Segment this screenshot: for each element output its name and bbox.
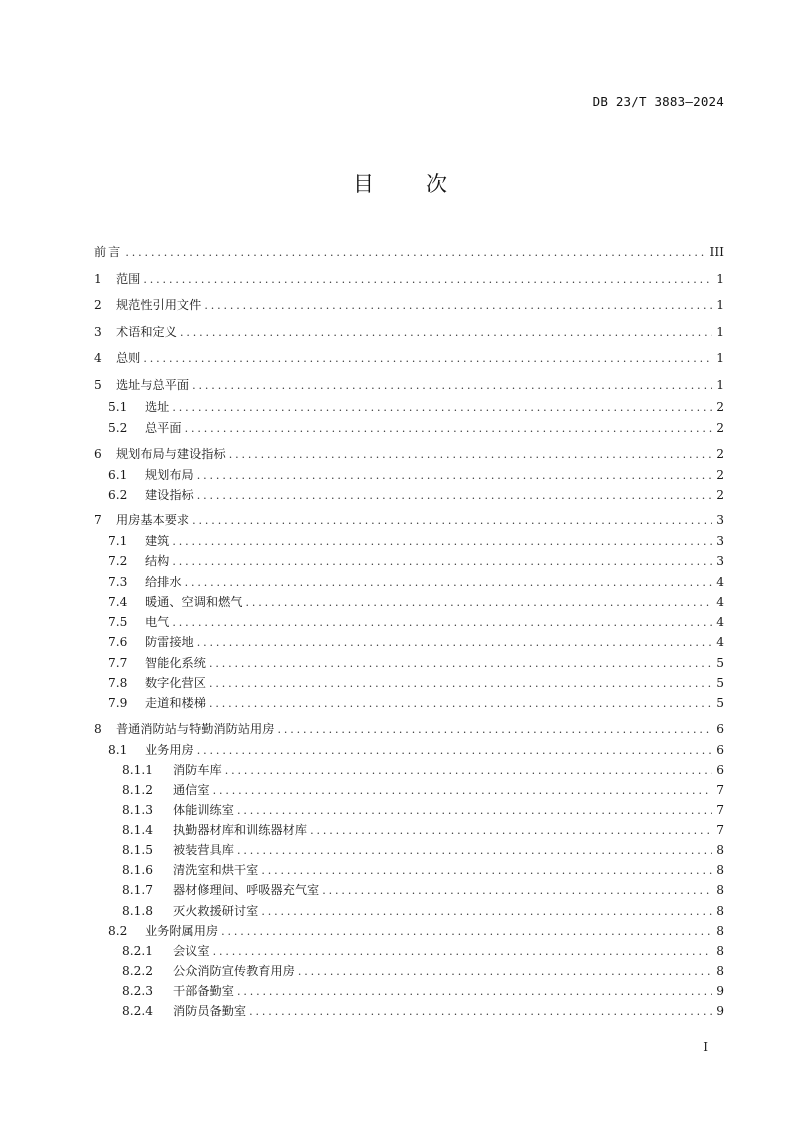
toc-entry[interactable] (108, 675, 724, 691)
toc-entry[interactable] (94, 271, 724, 287)
toc-entry-page: 3 (716, 513, 724, 527)
dot-leader (192, 378, 712, 394)
dot-leader (261, 904, 712, 920)
dot-leader (310, 823, 712, 839)
toc-entry-number: 7.1 (108, 534, 128, 548)
toc-entry-number: 8.1.7 (122, 883, 154, 897)
toc-entry-number: 8.1.5 (122, 843, 154, 857)
dot-leader (298, 964, 712, 980)
toc-entry-number: 4 (94, 351, 102, 365)
toc-entry-number: 8.2.1 (122, 944, 154, 958)
toc-entry-label: 通信室 (173, 783, 210, 797)
toc-entry-number: 8.2.3 (122, 984, 154, 998)
toc-entry-number: 3 (94, 325, 102, 339)
toc-entry-number: 8.1.4 (122, 823, 154, 837)
toc-entry-page: 8 (716, 924, 724, 938)
toc-entry-label: 总平面 (145, 421, 182, 435)
toc-entry[interactable] (94, 297, 724, 313)
dot-leader (261, 863, 712, 879)
toc-entry-number: 2 (94, 298, 102, 312)
toc-entry-label: 防雷接地 (145, 635, 194, 649)
toc-entry-label: 消防员备勤室 (173, 1004, 247, 1018)
toc-entry-page: 2 (716, 468, 724, 482)
toc-entry-label: 执勤器材库和训练器材库 (173, 823, 308, 837)
toc-entry-label: 业务用房 (145, 743, 194, 757)
toc-entry-label: 智能化系统 (145, 656, 206, 670)
toc-entry[interactable] (108, 487, 724, 503)
toc-entry[interactable] (108, 614, 724, 630)
toc-entry-page: 4 (716, 575, 724, 589)
toc-entry-label: 器材修理间、呼吸器充气室 (173, 883, 320, 897)
toc-entry-number: 7.7 (108, 656, 128, 670)
toc-entry-number: 8.1.1 (122, 763, 154, 777)
dot-leader (209, 656, 712, 672)
toc-entry[interactable] (122, 1003, 724, 1019)
toc-entry[interactable] (122, 822, 724, 838)
toc-entry[interactable] (122, 862, 724, 878)
toc-entry-page: 8 (716, 843, 724, 857)
toc-entry-page: 8 (716, 944, 724, 958)
dot-leader (172, 534, 712, 550)
toc-entry-page: 7 (716, 803, 724, 817)
toc-entry-number: 7.8 (108, 676, 128, 690)
dot-leader (197, 468, 712, 484)
toc-entry-number: 7.5 (108, 615, 128, 629)
toc-entry[interactable] (122, 762, 724, 778)
toc-entry-label: 选址与总平面 (116, 378, 190, 392)
toc-entry[interactable] (108, 553, 724, 569)
toc-entry-number: 7.3 (108, 575, 128, 589)
page-title (0, 168, 800, 198)
dot-leader (197, 743, 712, 759)
toc-entry-page: 1 (716, 298, 724, 312)
toc-entry-label: 选址 (145, 400, 170, 414)
dot-leader (172, 615, 712, 631)
toc-entry-label: 公众消防宣传教育用房 (173, 964, 295, 978)
toc-entry-page: 2 (716, 488, 724, 502)
toc-entry[interactable] (94, 350, 724, 366)
toc-entry-label: 建筑 (145, 534, 170, 548)
toc-entry-page: 2 (716, 400, 724, 414)
toc-entry-page: 4 (716, 635, 724, 649)
toc-entry[interactable] (94, 324, 724, 340)
dot-leader (204, 298, 712, 314)
toc-entry-label: 术语和定义 (116, 325, 177, 339)
toc-entry-number: 5 (94, 378, 102, 392)
dot-leader (322, 883, 712, 899)
toc-entry-page: 6 (716, 763, 724, 777)
toc-entry-page: 3 (716, 534, 724, 548)
toc-entry-label: 范围 (116, 272, 141, 286)
toc-entry-number: 8.1.2 (122, 783, 154, 797)
toc-entry-label: 业务附属用房 (145, 924, 219, 938)
toc-entry-page: 5 (716, 656, 724, 670)
dot-leader (143, 272, 712, 288)
toc-entry-label: 电气 (145, 615, 170, 629)
dot-leader (185, 575, 712, 591)
dot-leader (197, 488, 712, 504)
dot-leader (209, 696, 712, 712)
toc-entry[interactable] (122, 782, 724, 798)
dot-leader (197, 635, 712, 651)
dot-leader (237, 803, 712, 819)
dot-leader (237, 843, 712, 859)
document-code: DB 23/T 3883—2024 (592, 94, 724, 109)
toc-entry-page: 8 (716, 904, 724, 918)
toc-entry-number: 6.2 (108, 488, 128, 502)
toc-entry[interactable] (108, 923, 724, 939)
toc-entry-page: 2 (716, 421, 724, 435)
toc-entry-page: 7 (716, 783, 724, 797)
toc-entry-page: 8 (716, 883, 724, 897)
toc-entry-page: 9 (716, 1004, 724, 1018)
toc-entry-page: 5 (716, 696, 724, 710)
toc-entry-label: 规划布局 (145, 468, 194, 482)
dot-leader (185, 421, 712, 437)
dot-leader (180, 325, 712, 341)
toc-entry-page: 1 (716, 378, 724, 392)
toc-entry-label: 普通消防站与特勤消防站用房 (116, 722, 275, 736)
toc-entry[interactable] (108, 594, 724, 610)
toc-entry-page: 3 (716, 554, 724, 568)
toc-entry-label: 干部备勤室 (173, 984, 234, 998)
dot-leader (213, 944, 712, 960)
toc-entry[interactable] (94, 377, 724, 393)
toc-entry-number: 7.4 (108, 595, 128, 609)
title-char-1: 目 (353, 172, 374, 196)
toc-entry-label: 给排水 (145, 575, 182, 589)
toc-entry[interactable] (94, 721, 724, 737)
toc-entry-label: 总则 (116, 351, 141, 365)
toc-entry-label: 数字化营区 (145, 676, 206, 690)
toc-entry[interactable] (108, 742, 724, 758)
toc-entry-page: 6 (716, 743, 724, 757)
toc-entry-number: 8 (94, 722, 102, 736)
toc-entry-label: 规划布局与建设指标 (116, 447, 226, 461)
page-number: I (703, 1040, 708, 1054)
toc-entry[interactable] (108, 634, 724, 650)
toc-entry[interactable] (122, 983, 724, 999)
toc-entry[interactable] (122, 903, 724, 919)
dot-leader (192, 513, 712, 529)
toc-entry-number: 8.1.8 (122, 904, 154, 918)
toc-entry-label: 前言 (94, 245, 123, 259)
toc-entry-page: 5 (716, 676, 724, 690)
toc-entry[interactable] (108, 655, 724, 671)
toc-entry-number: 7 (94, 513, 102, 527)
dot-leader (125, 245, 705, 261)
toc-entry-number: 8.2 (108, 924, 128, 938)
toc-entry-number: 1 (94, 272, 102, 286)
toc-entry-label: 灭火救援研讨室 (173, 904, 259, 918)
toc-entry-number: 6.1 (108, 468, 128, 482)
toc-entry-number: 8.2.2 (122, 964, 154, 978)
toc-entry-page: 9 (716, 984, 724, 998)
toc-entry-label: 用房基本要求 (116, 513, 190, 527)
dot-leader (225, 763, 712, 779)
title-char-2: 次 (426, 172, 447, 196)
toc-entry[interactable] (122, 943, 724, 959)
toc-entry-label: 被装营具库 (173, 843, 234, 857)
dot-leader (237, 984, 712, 1000)
toc-entry[interactable] (108, 467, 724, 483)
toc-entry[interactable] (108, 533, 724, 549)
toc-entry-number: 8.1 (108, 743, 128, 757)
dot-leader (172, 554, 712, 570)
toc-entry-number: 8.1.6 (122, 863, 154, 877)
dot-leader (249, 1004, 712, 1020)
toc-entry-label: 体能训练室 (173, 803, 234, 817)
toc-entry-page: 6 (716, 722, 724, 736)
toc-entry[interactable] (122, 882, 724, 898)
dot-leader (209, 676, 712, 692)
toc-entry-label: 走道和楼梯 (145, 696, 206, 710)
toc-entry-page: 4 (716, 595, 724, 609)
toc-entry[interactable] (108, 574, 724, 590)
toc-entry-label: 结构 (145, 554, 170, 568)
toc-entry[interactable] (108, 420, 724, 436)
toc-entry-page: III (709, 245, 724, 259)
toc-entry[interactable] (122, 842, 724, 858)
toc-entry-label: 消防车库 (173, 763, 222, 777)
toc-entry-label: 规范性引用文件 (116, 298, 202, 312)
toc-entry-page: 2 (716, 447, 724, 461)
toc-entry-number: 7.9 (108, 696, 128, 710)
dot-leader (143, 351, 712, 367)
toc-entry[interactable] (108, 695, 724, 711)
toc-entry-label: 清洗室和烘干室 (173, 863, 259, 877)
toc-entry-label: 暖通、空调和燃气 (145, 595, 243, 609)
toc-entry-page: 1 (716, 351, 724, 365)
toc-entry[interactable] (94, 446, 724, 462)
toc-entry-page: 4 (716, 615, 724, 629)
toc-entry-number: 5.1 (108, 400, 128, 414)
dot-leader (277, 722, 712, 738)
toc-entry-page: 1 (716, 272, 724, 286)
toc-entry-label: 会议室 (173, 944, 210, 958)
toc-entry-number: 7.6 (108, 635, 128, 649)
toc-entry-number: 8.2.4 (122, 1004, 154, 1018)
toc-entry-page: 1 (716, 325, 724, 339)
toc-entry-page: 7 (716, 823, 724, 837)
toc-entry[interactable] (108, 399, 724, 415)
toc-entry[interactable] (122, 963, 724, 979)
dot-leader (172, 400, 712, 416)
toc-entry[interactable] (122, 802, 724, 818)
toc-entry[interactable] (94, 244, 724, 260)
toc-entry-page: 8 (716, 964, 724, 978)
toc-entry-number: 5.2 (108, 421, 128, 435)
toc-entry-number: 6 (94, 447, 102, 461)
toc-entry-page: 8 (716, 863, 724, 877)
dot-leader (229, 447, 712, 463)
dot-leader (246, 595, 713, 611)
toc-entry-number: 8.1.3 (122, 803, 154, 817)
toc-entry-label: 建设指标 (145, 488, 194, 502)
dot-leader (213, 783, 712, 799)
dot-leader (221, 924, 712, 940)
toc-entry-number: 7.2 (108, 554, 128, 568)
toc-entry[interactable] (94, 512, 724, 528)
